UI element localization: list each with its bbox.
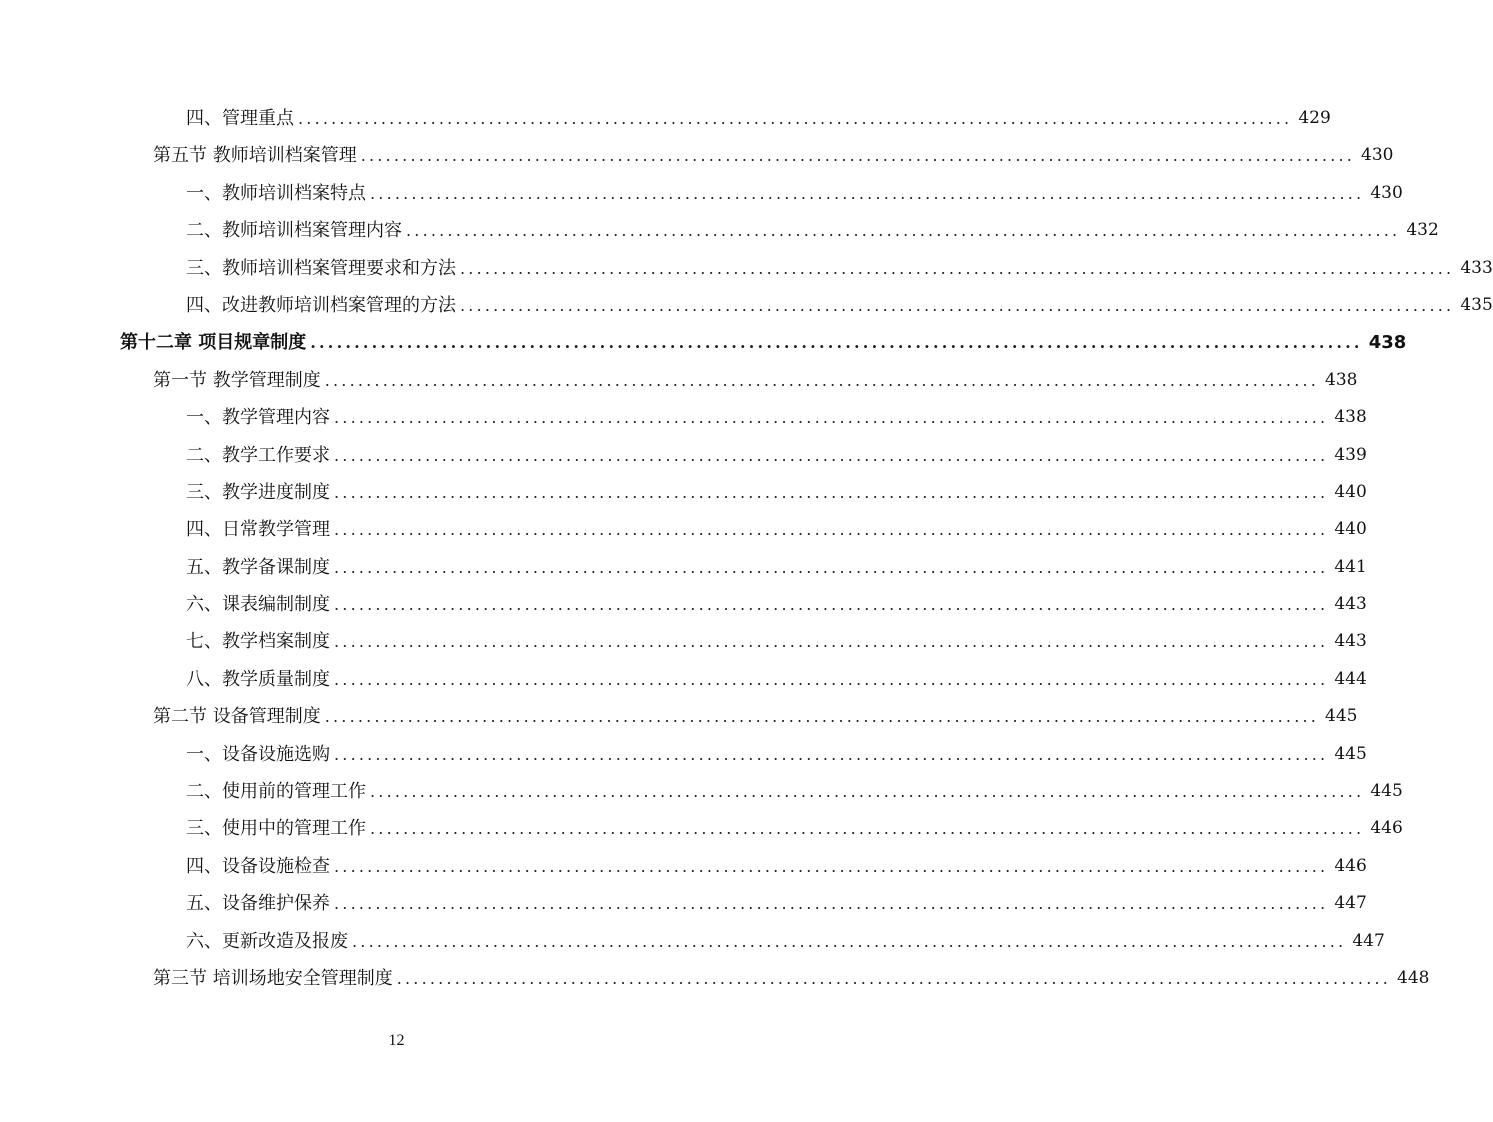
toc-entry[interactable]	[0, 736, 1367, 773]
toc-entry-page: 445	[1334, 743, 1367, 764]
dot-leader: ........................................................................................................................	[324, 707, 1320, 727]
toc-entry-page: 448	[1397, 967, 1430, 988]
toc-entry-page: 430	[1370, 182, 1403, 203]
toc-entry-title: 二、使用前的管理工作	[186, 781, 366, 803]
toc-entry[interactable]	[0, 885, 1367, 922]
toc-entry-title: 四、改进教师培训档案管理的方法	[186, 294, 456, 316]
dot-leader: ........................................................................................................................	[334, 744, 1329, 764]
dot-leader: ........................................................................................................................	[396, 968, 1392, 988]
toc-entry[interactable]	[0, 960, 1430, 997]
toc-entry[interactable]	[0, 212, 1439, 249]
dot-leader: ........................................................................................................................	[334, 856, 1329, 876]
dot-leader: ........................................................................................................................	[370, 819, 1365, 839]
toc-entry-title: 三、教学进度制度	[186, 481, 330, 503]
toc-entry[interactable]	[0, 474, 1367, 511]
toc-entry[interactable]	[0, 399, 1367, 436]
toc-entry[interactable]	[0, 586, 1367, 623]
dot-leader: ........................................................................................................................	[370, 183, 1365, 203]
toc-entry[interactable]	[0, 848, 1367, 885]
toc-entry-title: 二、教师培训档案管理内容	[186, 220, 402, 242]
toc-entry-page: 429	[1298, 108, 1331, 128]
toc-entry-title: 八、教学质量制度	[186, 668, 330, 690]
toc-entry[interactable]	[0, 623, 1367, 660]
dot-leader: ........................................................................................................................	[334, 632, 1329, 652]
toc-entry[interactable]	[0, 287, 1493, 324]
dot-leader: ........................................................................................................................	[370, 782, 1365, 802]
toc-entry-page: 441	[1334, 556, 1367, 577]
toc-entry-title: 三、使用中的管理工作	[186, 818, 366, 840]
toc-entry[interactable]	[0, 810, 1403, 847]
toc-entry-title: 二、教学工作要求	[186, 444, 330, 466]
toc-entry-page: 446	[1334, 855, 1367, 876]
table-of-contents	[0, 100, 1493, 997]
page-number: 12	[388, 1032, 405, 1049]
toc-entry[interactable]	[0, 437, 1367, 474]
toc-entry[interactable]	[0, 250, 1493, 287]
toc-entry-page: 446	[1370, 818, 1403, 839]
toc-entry-page: 447	[1334, 893, 1367, 914]
toc-entry-page: 438	[1334, 407, 1367, 428]
toc-entry-title: 五、教学备课制度	[186, 556, 330, 578]
toc-entry-title: 第十二章 项目规章制度	[120, 332, 307, 354]
toc-entry[interactable]	[0, 137, 1394, 174]
toc-entry[interactable]	[0, 362, 1358, 399]
toc-entry-title: 一、教师培训档案特点	[186, 182, 366, 204]
toc-entry-title: 四、设备设施检查	[186, 855, 330, 877]
dot-leader: ........................................................................................................................	[334, 669, 1329, 689]
toc-entry-title: 七、教学档案制度	[186, 631, 330, 653]
dot-leader: ........................................................................................................................	[334, 595, 1329, 615]
toc-entry-page: 435	[1460, 294, 1493, 315]
toc-entry-page: 443	[1334, 594, 1367, 615]
toc-entry-title: 三、教师培训档案管理要求和方法	[186, 257, 456, 279]
dot-leader: ........................................................................................................................	[360, 146, 1356, 166]
toc-entry-title: 第一节 教学管理制度	[153, 369, 321, 391]
toc-entry-title: 一、设备设施选购	[186, 743, 330, 765]
dot-leader: ........................................................................................................................	[334, 520, 1329, 540]
toc-entry-title: 四、日常教学管理	[186, 519, 330, 541]
toc-entry-title: 六、课表编制制度	[186, 594, 330, 616]
toc-entry-page: 439	[1334, 444, 1367, 465]
toc-entry[interactable]	[0, 923, 1385, 960]
toc-entry-title: 五、设备维护保养	[186, 893, 330, 915]
toc-entry[interactable]	[0, 549, 1367, 586]
toc-entry-title: 四、管理重点	[186, 108, 294, 129]
dot-leader: ........................................................................................................................	[298, 109, 1293, 128]
dot-leader: ........................................................................................................................	[324, 370, 1320, 390]
dot-leader: ........................................................................................................................	[352, 931, 1347, 951]
dot-leader: ........................................................................................................................	[334, 482, 1329, 502]
toc-entry[interactable]	[0, 773, 1403, 810]
toc-entry-title: 一、教学管理内容	[186, 407, 330, 429]
toc-entry-title: 第五节 教师培训档案管理	[153, 145, 357, 167]
toc-entry[interactable]	[0, 511, 1367, 548]
toc-entry-page: 443	[1334, 631, 1367, 652]
dot-leader: ........................................................................................................................	[406, 221, 1401, 241]
dot-leader: ........................................................................................................................	[310, 333, 1363, 353]
toc-entry-page: 447	[1352, 930, 1385, 951]
toc-entry-page: 432	[1406, 220, 1439, 241]
toc-entry[interactable]	[0, 661, 1367, 698]
dot-leader: ........................................................................................................................	[334, 445, 1329, 465]
toc-entry-page: 430	[1361, 145, 1394, 166]
dot-leader: ........................................................................................................................	[334, 894, 1329, 914]
toc-entry-title: 第三节 培训场地安全管理制度	[153, 967, 393, 989]
toc-entry-title: 第二节 设备管理制度	[153, 706, 321, 728]
dot-leader: ........................................................................................................................	[334, 408, 1329, 428]
toc-entry[interactable]	[0, 698, 1358, 735]
dot-leader: ........................................................................................................................	[334, 557, 1329, 577]
toc-entry-page: 438	[1368, 332, 1407, 354]
toc-entry-title: 六、更新改造及报废	[186, 930, 348, 952]
toc-entry-page: 444	[1334, 668, 1367, 689]
toc-entry-page: 433	[1460, 257, 1493, 278]
toc-entry[interactable]	[0, 324, 1407, 361]
toc-entry-page: 445	[1370, 781, 1403, 802]
toc-entry[interactable]	[0, 100, 1331, 137]
toc-entry[interactable]	[0, 175, 1403, 212]
toc-entry-page: 438	[1325, 369, 1358, 390]
dot-leader: ........................................................................................................................	[460, 295, 1455, 315]
toc-entry-page: 440	[1334, 481, 1367, 502]
toc-entry-page: 445	[1325, 706, 1358, 727]
toc-entry-page: 440	[1334, 519, 1367, 540]
dot-leader: ........................................................................................................................	[460, 258, 1455, 278]
